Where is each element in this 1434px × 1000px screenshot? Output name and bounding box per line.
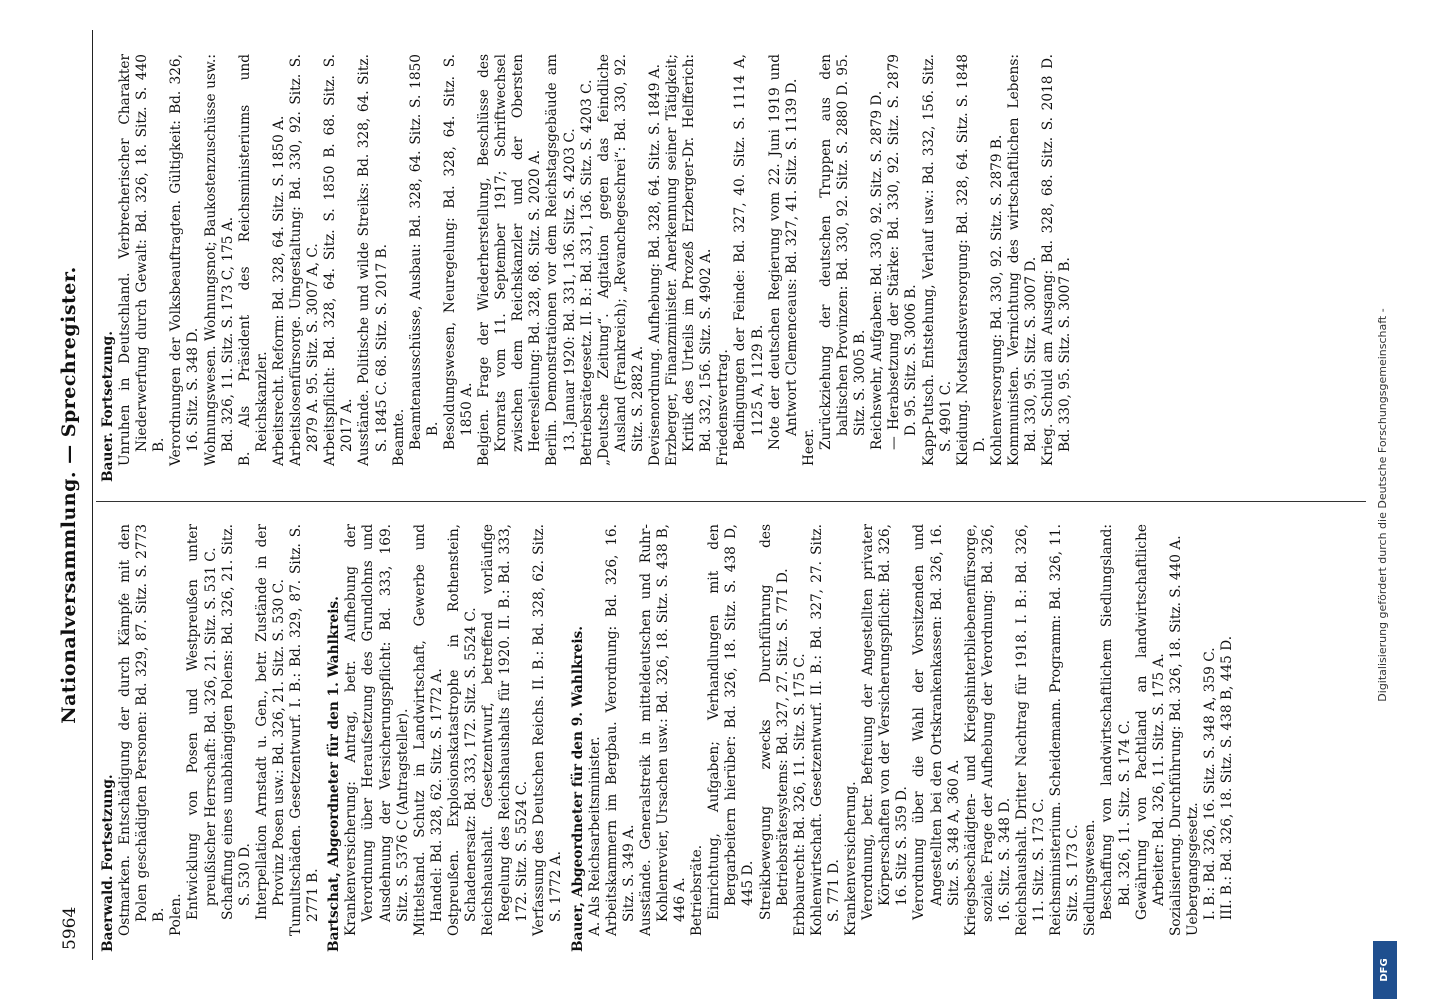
register-entry: Verordnungen der Volksbeauftragten. Gültigkeit: Bd. 326, 16. Sitz. S. 348 D. xyxy=(168,54,202,466)
register-entry: Ostmarken. Entschädigung der durch Kämpfe mit den Polen geschädigten Personen: Bd. 329, 87. Sitz. S. 2773 B. xyxy=(117,524,168,936)
register-entry: Ausstände. Generalstreik in mitteldeutschen und Ruhr-Kohlenrevier, Ursachen usw.: Bd. 326, 18. Sitz. S. 438 B, 446 A. xyxy=(637,524,689,936)
register-entry: Beschaffung von landwirtschaftlichem Siedlungsland: Bd. 326, 11. Sitz. S. 174 C. xyxy=(1099,524,1133,920)
register-entry: III. B.: Bd. 326, 18. Sitz. S. 438 B, 445 D. xyxy=(1219,635,1236,920)
register-entry: Arbeitspflicht: Bd. 328, 64. Sitz. S. 1850 B. 68. Sitz. S. 2017 A. xyxy=(322,54,356,466)
register-entry: Erzberger, Finanzminister. Anerkennung seiner Tätigkeit; Kritik des Urteils im Prozeß Erzberger-Dr. Helfferich: Bd. 332, 156. Sitz. S. 4902 A. xyxy=(664,54,715,466)
register-entry: Note der deutschen Regierung vom 22. Juni 1919 und Antwort Clemenceaus: Bd. 327, 41. Sitz. S. 1139 D. xyxy=(766,54,800,450)
register-entry: Uebergangsgesetz. xyxy=(1184,802,1201,936)
register-entry: „Deutsche Zeitung“. Agitation gegen das feindliche Ausland (Frankreich); „Revanchegeschrei“: Bd. 330, 92. Sitz. S. 2882 A. xyxy=(595,54,646,466)
register-entry: Kommunisten. Vernichtung des wirtschaftlichen Lebens: Bd. 330, 95. Sitz. S. 3007 D. xyxy=(1005,54,1040,466)
register-entry: Entwicklung von Posen und Westpreußen unter preußischer Herrschaft: Bd. 326, 21. Sitz. S. 531 C. xyxy=(185,524,219,920)
register-entry: Kapp-Putsch. Entstehung, Verlauf usw.: Bd. 332, 156. Sitz. S. 4901 C. xyxy=(920,54,954,466)
register-entry: Arbeitslosenfürsorge. Umgestaltung: Bd. 330, 92. Sitz. S. 2879 A. 95. Sitz. S. 3007 A, C. xyxy=(288,54,322,466)
register-entry: Arbeitskammern im Bergbau. Verordnung: Bd. 326, 16. Sitz. S. 349 A. xyxy=(603,524,637,936)
register-entry: Zurückziehung der deutschen Truppen aus den baltischen Provinzen: Bd. 330, 92. Sitz. S. 2880 D. 95. Sitz. S. 3005 B. xyxy=(817,54,869,450)
register-entry: Einrichtung, Aufgaben; Verhandlungen mit den Bergarbeitern hierüber: Bd. 326, 18. Sitz. S. 438 D, 445 D. xyxy=(706,524,757,920)
register-entry: Krankenversicherung. xyxy=(843,781,860,936)
register-entry: Mittelstand. Schutz in Landwirtschaft, Gewerbe und Handel: Bd. 328, 62. Sitz. S. 1772 A. xyxy=(411,524,445,936)
register-entry: Tumultschäden. Gesetzentwurf. I. B.: Bd. 329, 87. Sitz. S. 2771 B. xyxy=(288,524,322,936)
digitization-note: Digitalisierung gefördert durch die Deutsche Forschungsgemeinschaft - xyxy=(1376,308,1389,702)
register-name-entry: Bartschat, Abgeordneter für den 1. Wahlkreis. xyxy=(326,596,343,952)
register-entry: Heer. xyxy=(800,428,817,466)
register-entry: Reichsministerium. Scheidemann. Programm: Bd. 326, 11. Sitz. S. 173 C. xyxy=(1048,524,1082,936)
digitization-footer xyxy=(1370,0,1410,1000)
register-name-entry: Baerwald. Fortsetzung. xyxy=(100,774,116,952)
register-name-entry: Bauer. Fortsetzung. xyxy=(100,331,116,482)
header-rule xyxy=(92,30,93,960)
register-entry: Beamtenausschüsse, Ausbau: Bd. 328, 64. Sitz. S. 1850 B. xyxy=(407,54,441,450)
register-entry: Reichswehr, Aufgaben: Bd. 330, 92. Sitz. S. 2879 D. xyxy=(869,90,886,450)
register-name-entry: Bauer, Abgeordneter für den 9. Wahlkreis. xyxy=(569,625,586,952)
register-entry: Sozialisierung. Durchführung: Bd. 326, 18. Sitz. S. 440 A. xyxy=(1167,535,1184,936)
register-entry: Krankenversicherung: Antrag, betr. Aufhebung der Verordnung über Heraufsetzung des Grundlohns und Ausdehnung der Versicherungspflicht: Bd. 333, 169. Sitz. S. 5376 C (Antragsteller). xyxy=(343,524,411,936)
register-entry: I. B.: Bd. 326, 16. Sitz. S. 348 A, 359 C. xyxy=(1202,647,1218,920)
dfg-logo: DFG xyxy=(1373,941,1397,999)
register-entry: Kohlenversorgung: Bd. 330, 92. Sitz. S. 2879 B. xyxy=(988,134,1005,466)
register-entry: Besoldungswesen, Neuregelung: Bd. 328, 64. Sitz. S. 1850 A. xyxy=(441,54,475,450)
register-entry: Belgien. Frage der Wiederherstellung, Beschlüsse des Kronrats vom 11. September 1917; Schriftwechsel zwischen dem Reichskanzler und der Obersten Heeresleitung: Bd. 328, 68. Sitz. S. 2020 A. xyxy=(476,54,544,466)
register-entry: Kriegsbeschädigten- und Kriegshinterbliebenenfürsorge, soziale. Frage der Aufhebung der Verordnung: Bd. 326, 16. Sitz. S. 348 D. xyxy=(962,524,1013,936)
register-entry: Reichshaushalt. Gesetzentwurf, betreffend vorläufige Regelung des Reichshaushalts für 1920. II. B.: Bd. 333, 172. Sitz. S. 5524 C. xyxy=(480,524,531,936)
register-entry: Devisenordnung. Aufhebung: Bd. 328, 64. Sitz. S. 1849 A. xyxy=(647,63,663,466)
register-entry: Bedingungen der Feinde: Bd. 327, 40. Sitz. S. 1114 A, 1125 A, 1129 B. xyxy=(732,54,766,450)
register-entry: — Herabsetzung der Stärke: Bd. 330, 92. Sitz. S. 2879 D. 95. Sitz. S. 3006 B. xyxy=(886,54,920,450)
register-entry: Kohlenwirtschaft. Gesetzentwurf. II. B.: Bd. 327, 27. Sitz. S. 771 D. xyxy=(808,524,842,936)
page-number: 5964 xyxy=(60,906,80,950)
register-entry: Verordnung über die Wahl der Vorsitzenden und Angestellten bei den Ortskrankenkassen: Bd. 326, 16. Sitz. S. 348 A, 360 A. xyxy=(911,524,962,920)
page-header xyxy=(58,30,90,960)
register-entry: B. Als Präsident des Reichsministeriums und Reichskanzler. xyxy=(236,54,270,466)
register-entry: Ausstände. Politische und wilde Streiks: Bd. 328, 64. Sitz. S. 1845 C. 68. Sitz. S. 2017 B. xyxy=(356,54,390,466)
right-column xyxy=(100,54,1074,482)
register-entry: Gewährung von Pachtland an landwirtschaftliche Arbeiter: Bd. 326, 11. Sitz. S. 175 A. xyxy=(1133,524,1167,920)
register-entry: Polen. xyxy=(168,893,185,936)
register-entry: Streikbewegung zwecks Durchführung des Betriebsrätesystems: Bd. 327, 27. Sitz. S. 771 D. xyxy=(757,524,791,920)
register-entry: Ostpreußen. Explosionskatastrophe in Rothenstein, Schadenersatz: Bd. 333, 172. Sitz. S. 5524 C. xyxy=(445,524,479,936)
register-entry: Arbeitsrecht. Reform: Bd. 328, 64. Sitz. S. 1850 A. xyxy=(270,115,287,466)
register-entry: Wohnungswesen. Wohnungsnot; Baukostenzuschüsse usw.: Bd. 326, 11. Sitz. S. 173 C, 175 A. xyxy=(202,54,236,466)
register-entry: Beamte. xyxy=(390,408,407,466)
register-entry: Friedensvertrag. xyxy=(715,349,732,466)
register-entry: Betriebsrätegesetz. II. B.: Bd. 331, 136. Sitz. S. 4203 C. xyxy=(578,79,595,466)
register-entry: Erbbaurecht: Bd. 326, 11. Sitz. S. 175 C. xyxy=(791,653,808,936)
register-entry: Verordnung, betr. Befreiung der Angestellten privater Körperschaften von der Versicherungspflicht: Bd. 326, 16. Sitz S. 359 D. xyxy=(860,524,911,920)
register-entry: Kleidung. Notstandsversorgung: Bd. 328, 64. Sitz. S. 1848 D. xyxy=(954,54,988,466)
register-entry: Unruhen in Deutschland. Verbrecherischer Charakter Niederwerfung durch Gewalt: Bd. 326, 18. Sitz. S. 440 B. xyxy=(117,54,168,466)
register-entry: Verfassung des Deutschen Reichs. II. B.: Bd. 328, 62. Sitz. S. 1772 A. xyxy=(531,524,565,936)
register-entry: A. Als Reichsarbeitsminister. xyxy=(586,736,603,936)
column-divider xyxy=(96,501,1366,502)
register-entry: Interpellation Arnstadt u. Gen., betr. Zustände in der Provinz Posen usw.: Bd. 326, 21. Sitz. S. 530 C. xyxy=(253,524,287,920)
register-entry: Reichshaushalt. Dritter Nachtrag für 1918. I. B.: Bd. 326, 11. Sitz. S. 173 C. xyxy=(1013,524,1048,936)
register-entry: Siedlungswesen. xyxy=(1082,819,1099,936)
register-entry: Schaffung eines unabhängigen Polens: Bd. 326, 21. Sitz. S. 530 D. xyxy=(219,524,253,920)
register-entry: Berlin. Demonstrationen vor dem Reichstagsgebäude am 13. Januar 1920: Bd. 331, 136. Sitz. S. 4203 C. xyxy=(544,54,578,466)
left-column xyxy=(100,524,1236,952)
register-entry: Krieg. Schuld am Ausgang: Bd. 328, 68. Sitz. S. 2018 D. Bd. 330, 95. Sitz. S. 3007 B. xyxy=(1040,54,1074,466)
register-entry: Betriebsräte. xyxy=(689,844,706,936)
page-title: Nationalversammlung. — Sprechregister. xyxy=(58,266,80,724)
